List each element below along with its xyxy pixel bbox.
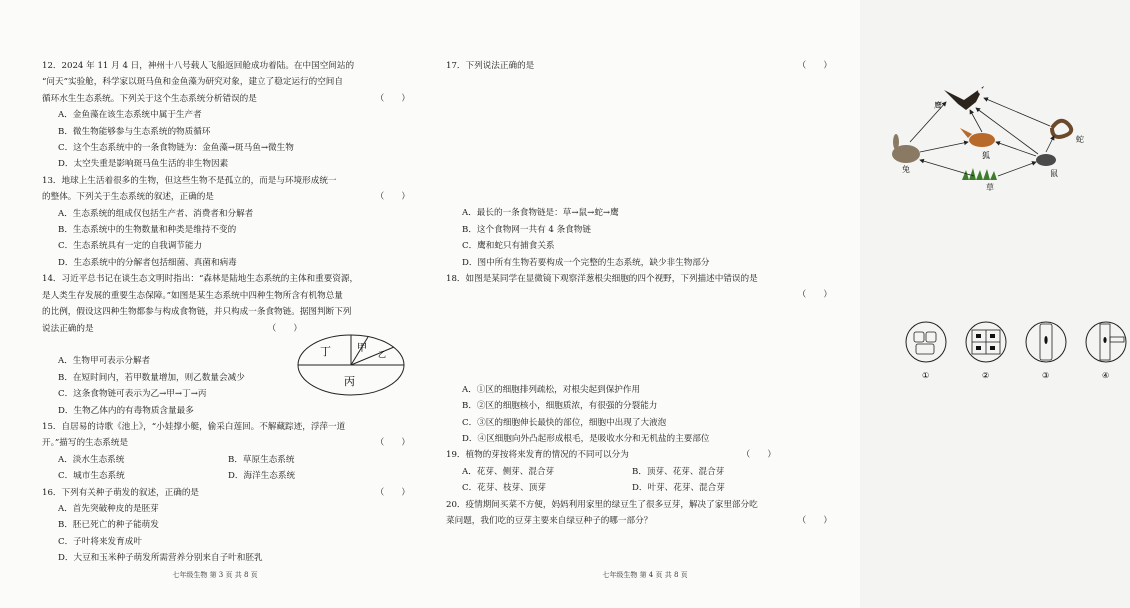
q16-option-b: B．胚已死亡的种子能萌发 <box>58 520 159 531</box>
rabbit-icon <box>892 134 920 163</box>
food-web-diagram <box>884 80 1114 192</box>
question-17 <box>446 58 832 271</box>
q16-bracket: （ ） <box>375 487 410 498</box>
q19-option-c: C．花芽、枝芽、顶芽 <box>462 483 546 494</box>
question-19 <box>446 447 832 496</box>
root-tip-cells-diagram <box>900 318 1130 382</box>
q18-option-a: A．①区的细胞排列疏松，对根尖起到保护作用 <box>462 384 641 395</box>
q13-line-2: 的整体。下列关于生态系统的叙述，正确的是 <box>42 192 214 203</box>
q13-option-c: C．生态系统具有一定的自我调节能力 <box>58 241 203 252</box>
q15-bracket: （ ） <box>375 438 410 449</box>
q18-option-d: D．④区细胞向外凸起形成根毛，是吸收水分和无机盐的主要部位 <box>462 434 710 445</box>
q14-option-d: D．生物乙体内的有毒物质含量最多 <box>58 405 194 416</box>
question-18 <box>446 271 832 447</box>
question-16 <box>42 485 410 567</box>
q20-line-1: 20．疫情期间买菜不方便，妈妈利用家里的绿豆生了很多豆芽，解决了家里部分吃 <box>446 499 758 510</box>
label-mouse: 鼠 <box>1050 169 1058 178</box>
page-3-footer: 七年级生物 第 3 页 共 8 页 <box>172 571 258 579</box>
pie-label-jia: 甲 <box>357 343 367 354</box>
q12-line-2: “问天”实验舱，科学家以斑马鱼和金鱼藻为研究对象，建立了稳定运行的空间自 <box>42 77 343 88</box>
question-20 <box>446 497 832 530</box>
q13-option-b: B．生态系统中的生物数量和种类是维持不变的 <box>58 225 237 236</box>
q16-line-1: 16．下列有关种子萌发的叙述，正确的是 <box>42 487 200 498</box>
label-snake: 蛇 <box>1076 135 1084 144</box>
pie-label-ding: 丁 <box>320 345 331 358</box>
left-column <box>42 58 410 567</box>
q19-line-1: 19．植物的芽按将来发育的情况的不同可以分为 <box>446 450 629 461</box>
q13-line-1: 13．地球上生活着很多的生物，但这些生物不是孤立的，而是与环境形成统一 <box>42 175 337 186</box>
q14-line-3: 的比例，假设这四种生物都参与构成食物链，并只构成一条食物链。据图判断下列 <box>42 307 352 318</box>
q17-option-c: C．鹰和蛇只有捕食关系 <box>462 241 555 252</box>
q18-bracket: （ ） <box>797 290 832 301</box>
q17-option-b: B．这个食物网一共有 4 条食物链 <box>462 224 591 235</box>
q12-bracket: （ ） <box>375 93 410 104</box>
q14-bracket: （ ） <box>267 323 302 334</box>
label-fox: 狐 <box>982 151 990 160</box>
q16-option-a: A．首先突破种皮的是胚芽 <box>58 503 159 514</box>
q13-bracket: （ ） <box>375 192 410 203</box>
cell-label-1: ① <box>922 371 930 380</box>
label-rabbit: 兔 <box>902 165 910 174</box>
page-4-footer: 七年级生物 第 4 页 共 8 页 <box>602 571 688 579</box>
q20-bracket: （ ） <box>797 516 832 527</box>
question-13 <box>42 173 410 271</box>
q16-option-d: D．大豆和玉米种子萌发所需营养分别来自子叶和胚乳 <box>58 553 263 564</box>
q12-line-1: 12．2024 年 11 月 4 日，神州十八号载人飞船返回舱成功着陆。在中国空间站的 <box>42 61 355 71</box>
q12-line-3: 循环水生生态系统。下列关于这个生态系统分析错误的是 <box>42 93 257 104</box>
q20-line-2: 菜问题，我们吃的豆芽主要来自绿豆种子的哪一部分？ <box>446 516 653 527</box>
q18-option-b: B．②区的细胞核小，细胞质浓，有很强的分裂能力 <box>462 401 658 412</box>
pie-label-bing: 丙 <box>344 375 355 388</box>
q19-option-b: B．顶芽、花芽、混合芽 <box>632 466 725 477</box>
pie-label-yi: 乙 <box>378 350 386 359</box>
q15-line-2: 开。”描写的生态系统是 <box>42 438 129 449</box>
q15-option-c: C．城市生态系统 <box>58 471 125 482</box>
q18-line-1: 18．如图是某同学在显微镜下观察洋葱根尖细胞的四个视野，下列描述中错误的是 <box>446 274 758 285</box>
organic-matter-pie-chart <box>296 333 406 397</box>
q16-option-c: C．子叶将来发育成叶 <box>58 536 142 547</box>
q14-option-b: B．在短时间内，若甲数量增加，则乙数量会减少 <box>58 372 245 383</box>
q15-line-1: 15．自居易的诗歌《池上》，“小娃撑小艇，偷采白莲回。不解藏踪迹，浮萍一道 <box>42 421 346 432</box>
q15-option-b: B．草原生态系统 <box>228 454 295 465</box>
question-12 <box>42 58 410 173</box>
label-eagle: 鹰 <box>934 101 942 110</box>
q12-option-a: A．金鱼藻在该生态系统中属于生产者 <box>58 110 202 121</box>
page-4 <box>430 0 1110 608</box>
q15-option-a: A．淡水生态系统 <box>58 454 125 465</box>
q14-line-1: 14．习近平总书记在谈生态文明时指出：“森林是陆地生态系统的主体和重要资源， <box>42 274 359 285</box>
q14-line-2: 是人类生存发展的重要生态保障。”如图是某生态系统中四种生物所含有机物总量 <box>42 290 343 301</box>
page-3 <box>0 0 430 608</box>
q18-option-c: C．③区的细胞伸长最快的部位，细胞中出现了大液泡 <box>462 417 667 428</box>
cell-view-3 <box>1026 322 1066 380</box>
q13-option-a: A．生态系统的组成仅包括生产者、消费者和分解者 <box>58 208 254 219</box>
q17-bracket: （ ） <box>797 61 832 71</box>
q19-option-a: A．花芽、侧芽、混合芽 <box>462 466 555 477</box>
fox-icon <box>960 128 995 147</box>
q13-option-d: D．生态系统中的分解者包括细菌、真菌和病毒 <box>58 257 237 268</box>
q19-option-d: D．叶芽、花芽、混合芽 <box>632 483 725 494</box>
cell-label-4: ④ <box>1102 371 1110 380</box>
cell-label-3: ③ <box>1042 371 1050 380</box>
cell-view-1 <box>906 322 946 380</box>
label-grass: 草 <box>986 183 994 192</box>
cell-label-2: ② <box>982 371 990 380</box>
cell-view-4 <box>1086 322 1126 380</box>
q17-option-d: D．图中所有生物若要构成一个完整的生态系统，缺少非生物部分 <box>462 257 710 268</box>
q12-option-c: C．这个生态系统中的一条食物链为：金鱼藻→斑马鱼→微生物 <box>58 143 294 154</box>
eagle-icon <box>944 86 984 110</box>
q12-option-b: B．微生物能够参与生态系统的物质循环 <box>58 126 211 137</box>
right-column <box>446 58 832 530</box>
mouse-icon <box>1036 154 1056 166</box>
q14-option-a: A．生物甲可表示分解者 <box>58 356 151 367</box>
q17-line-1: 17．下列说法正确的是 <box>446 61 535 71</box>
question-15 <box>42 419 410 485</box>
q15-option-d: D．海洋生态系统 <box>228 471 296 482</box>
cell-view-2 <box>966 322 1006 380</box>
q14-line-4: 说法正确的是 <box>42 323 94 334</box>
q19-bracket: （ ） <box>741 450 776 461</box>
q17-option-a: A．最长的一条食物链是：草→鼠→蛇→鹰 <box>462 208 619 219</box>
q14-option-c: C．这条食物链可表示为乙→甲→丁→丙 <box>58 389 207 400</box>
q12-option-d: D．太空失重是影响斑马鱼生活的非生物因素 <box>58 159 229 170</box>
snake-icon <box>1052 121 1071 137</box>
